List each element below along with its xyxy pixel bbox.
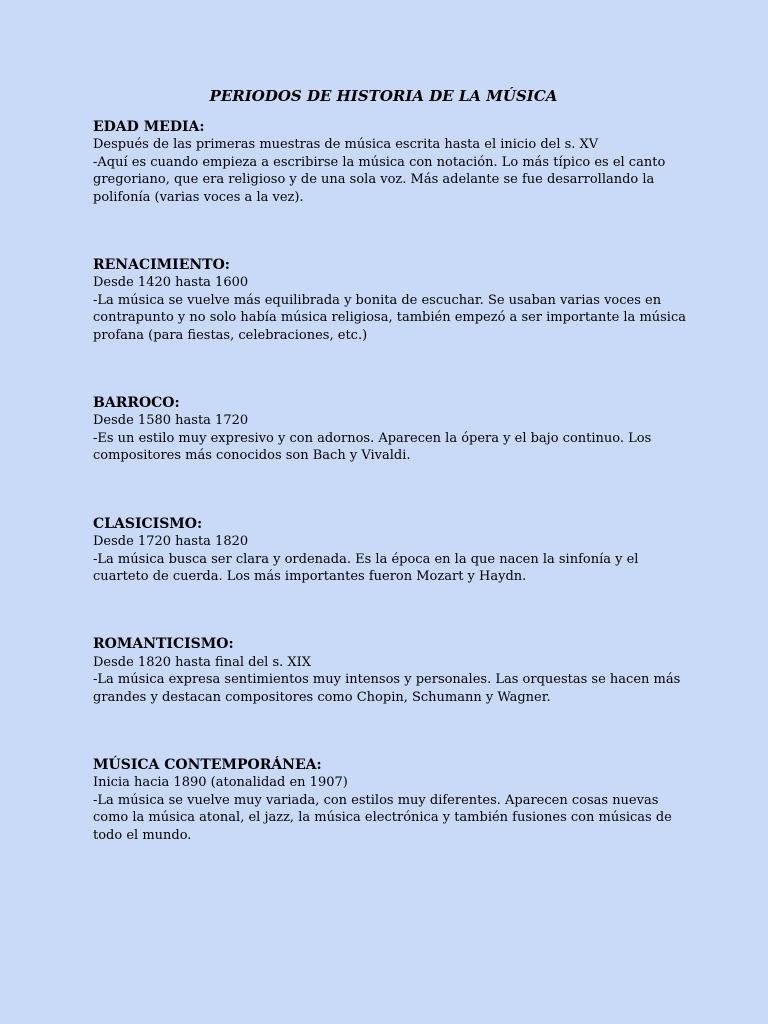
section-romanticismo	[93, 636, 688, 706]
section-dates: Inicia hacia 1890 (atonalidad en 1907)	[93, 775, 348, 791]
section-description: -Es un estilo muy expresivo y con adornos. Aparecen la ópera y el bajo continuo. Los compositores más conocidos son Bach y Vivaldi.	[93, 430, 652, 464]
section-heading: CLASICISMO:	[93, 515, 203, 532]
section-description: -Aquí es cuando empieza a escribirse la música con notación. Lo más típico es el canto gregoriano, que era religioso y de una sola voz. Más adelante se fue desarrollando la polifonía (varias voces a la vez).	[93, 154, 666, 205]
section-heading: BARROCO:	[93, 395, 180, 412]
section-dates: Desde 1580 hasta 1720	[93, 413, 249, 429]
section-heading: MÚSICA CONTEMPORÁNEA:	[93, 756, 322, 773]
section-description: -La música se vuelve muy variada, con estilos muy diferentes. Aparecen cosas nuevas como la música atonal, el jazz, la música electrónica y también fusiones con músicas de todo el mundo.	[93, 792, 672, 843]
section-dates: Desde 1420 hasta 1600	[93, 275, 249, 291]
section-heading: RENACIMIENTO:	[93, 257, 230, 274]
section-description: -La música se vuelve más equilibrada y bonita de escuchar. Se usaban varias voces en contrapunto y no solo había música religiosa, también empezó a ser importante la música profana (para fiestas, celebraciones, etc.)	[93, 292, 686, 343]
section-description: -La música busca ser clara y ordenada. Es la época en la que nacen la sinfonía y el cuarteto de cuerda. Los más importantes fueron Mozart y Haydn.	[93, 551, 639, 584]
section-musica-contemporanea	[93, 757, 688, 844]
section-barroco	[93, 395, 688, 465]
section-edad-media	[93, 119, 688, 206]
section-dates: Desde 1720 hasta 1820	[93, 534, 249, 550]
section-heading: ROMANTICISMO:	[93, 636, 234, 653]
section-dates: Desde 1820 hasta final del s. XIX	[93, 654, 312, 670]
section-dates: Después de las primeras muestras de música escrita hasta el inicio del s. XV	[93, 137, 599, 153]
section-renacimiento	[93, 257, 688, 344]
section-clasicismo	[93, 516, 688, 586]
document-title: PERIODOS DE HISTORIA DE LA MÚSICA	[209, 87, 558, 105]
section-description: -La música expresa sentimientos muy intensos y personales. Las orquestas se hacen más grandes y destacan compositores como Chopin, Schumann y Wagner.	[93, 672, 681, 705]
section-heading: EDAD MEDIA:	[93, 119, 205, 135]
